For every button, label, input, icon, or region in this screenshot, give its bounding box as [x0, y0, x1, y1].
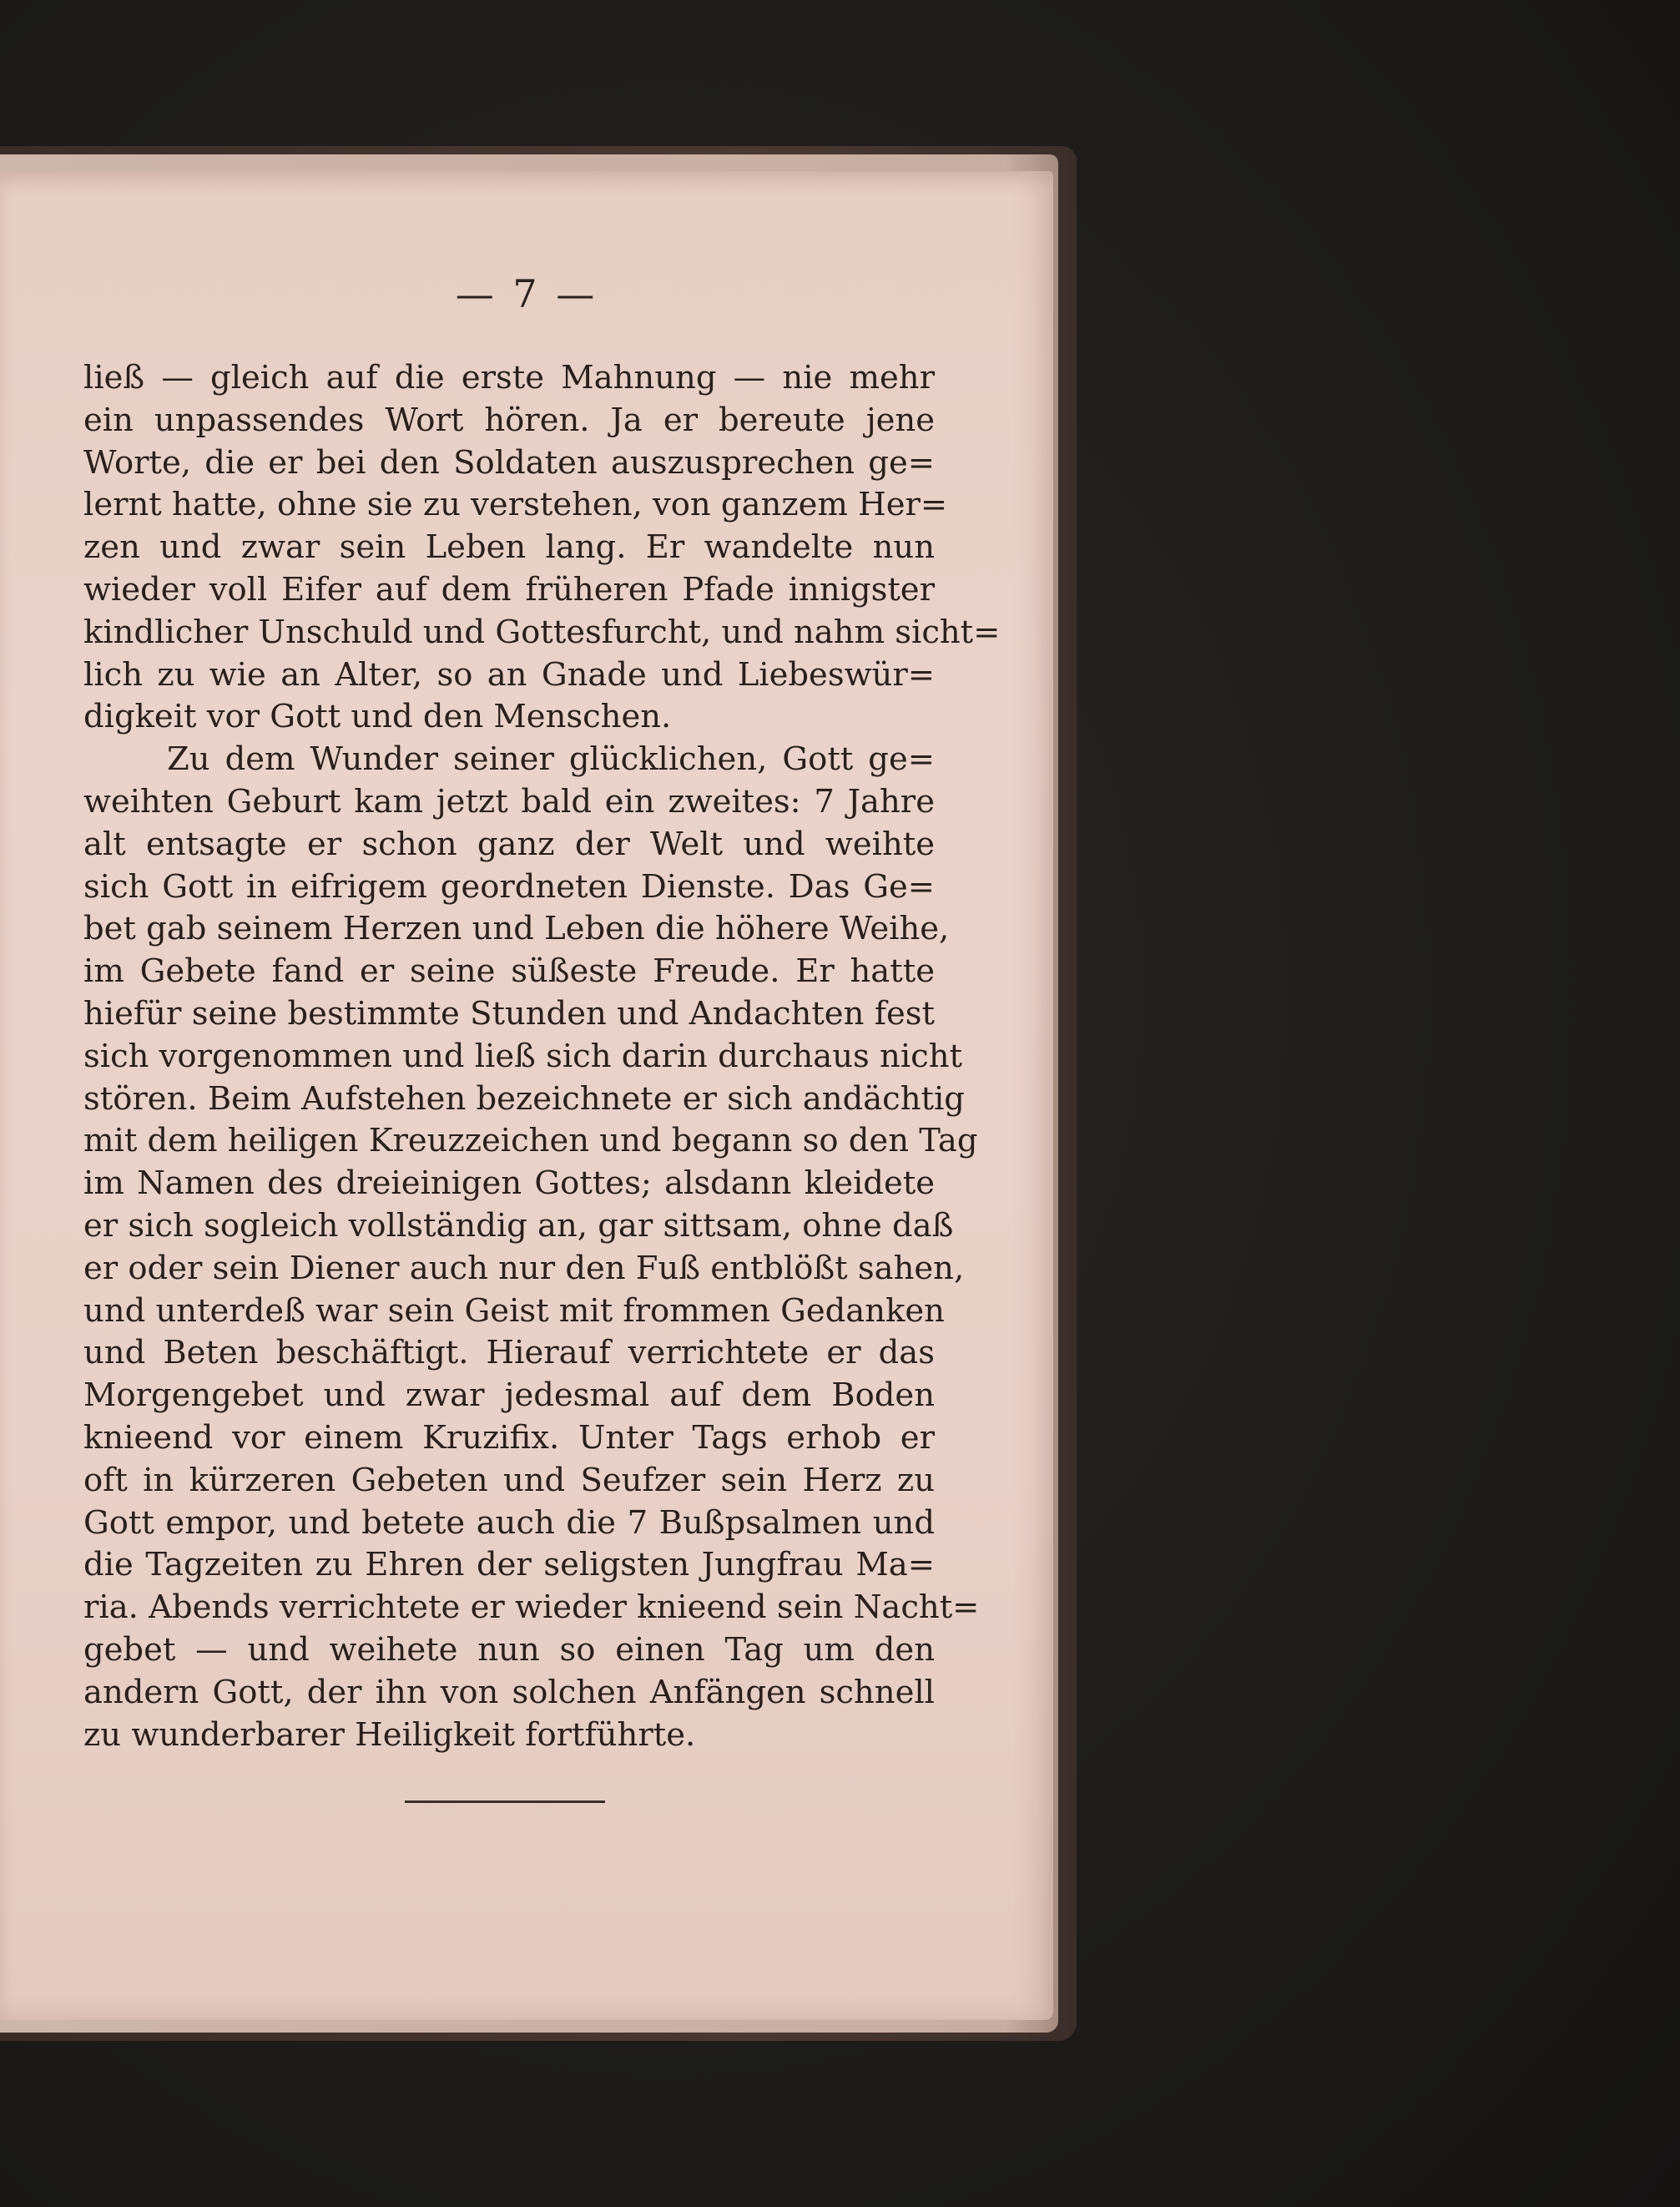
text-line: mit dem heiligen Kreuzzeichen und begann so den Tag [83, 1122, 978, 1160]
text-line: gebet — und weihete nun so einen Tag um den [83, 1630, 935, 1669]
text-line: Gott empor, und betete auch die 7 Bußpsalmen und [83, 1503, 935, 1542]
text-line: ein unpassendes Wort hören. Ja er bereute jene [83, 401, 935, 439]
text-line: stören. Beim Aufstehen bezeichnete er sich andächtig [83, 1079, 965, 1118]
text-line: Zu dem Wunder seiner glücklichen, Gott ge= [167, 740, 935, 779]
text-line: andern Gott, der ihn von solchen Anfängen schnell [83, 1673, 935, 1711]
end-rule-divider [405, 1800, 605, 1803]
text-line: weihten Geburt kam jetzt bald ein zweites: 7 Jahre [83, 782, 935, 821]
text-line: wieder voll Eifer auf dem früheren Pfade innigster [83, 570, 935, 609]
text-line: Morgengebet und zwar jedesmal auf dem Boden [83, 1376, 935, 1415]
text-line: die Tagzeiten zu Ehren der seligsten Jungfrau Ma= [83, 1546, 935, 1584]
text-line: ria. Abends verrichtete er wieder knieend sein Nacht= [83, 1588, 980, 1627]
paragraph-2 [83, 739, 980, 1756]
text-line: lich zu wie an Alter, so an Gnade und Liebeswür= [83, 655, 935, 694]
text-line: bet gab seinem Herzen und Leben die höhere Weihe, [83, 910, 950, 948]
text-line: sich Gott in eifrigem geordneten Dienste. Das Ge= [83, 867, 935, 906]
text-line: lernt hatte, ohne sie zu verstehen, von ganzem Her= [83, 486, 948, 524]
text-line: und unterdeß war sein Geist mit frommen Gedanken [83, 1291, 945, 1330]
text-line: oft in kürzeren Gebeten und Seufzer sein Herz zu [83, 1461, 935, 1499]
page-number: — 7 — [455, 271, 598, 316]
text-line: kindlicher Unschuld und Gottesfurcht, und nahm sicht= [83, 613, 1001, 651]
text-line: hiefür seine bestimmte Stunden und Andachten fest [83, 994, 935, 1033]
text-line: er oder sein Diener auch nur den Fuß entblößt sahen, [83, 1249, 965, 1287]
text-line: im Gebete fand er seine süßeste Freude. Er hatte [83, 952, 935, 991]
text-line: er sich sogleich vollständig an, gar sittsam, ohne daß [83, 1206, 954, 1245]
text-line: sich vorgenommen und ließ sich darin durchaus nicht [83, 1037, 962, 1075]
text-line: alt entsagte er schon ganz der Welt und weihte [83, 825, 935, 863]
text-line: digkeit vor Gott und den Menschen. [83, 698, 672, 736]
body-text [83, 357, 1001, 1756]
paragraph-1 [83, 357, 1001, 739]
text-line: zu wunderbarer Heiligkeit fortführte. [83, 1715, 696, 1754]
text-line: im Namen des dreieinigen Gottes; alsdann kleidete [83, 1164, 935, 1203]
text-line: knieend vor einem Kruzifix. Unter Tags erhob er [83, 1418, 935, 1457]
text-line: und Beten beschäftigt. Hierauf verrichtete er das [83, 1334, 935, 1372]
text-line: Worte, die er bei den Soldaten auszusprechen ge= [83, 443, 935, 482]
text-line: zen und zwar sein Leben lang. Er wandelte nun [83, 528, 935, 567]
text-line: ließ — gleich auf die erste Mahnung — nie mehr [83, 359, 935, 396]
